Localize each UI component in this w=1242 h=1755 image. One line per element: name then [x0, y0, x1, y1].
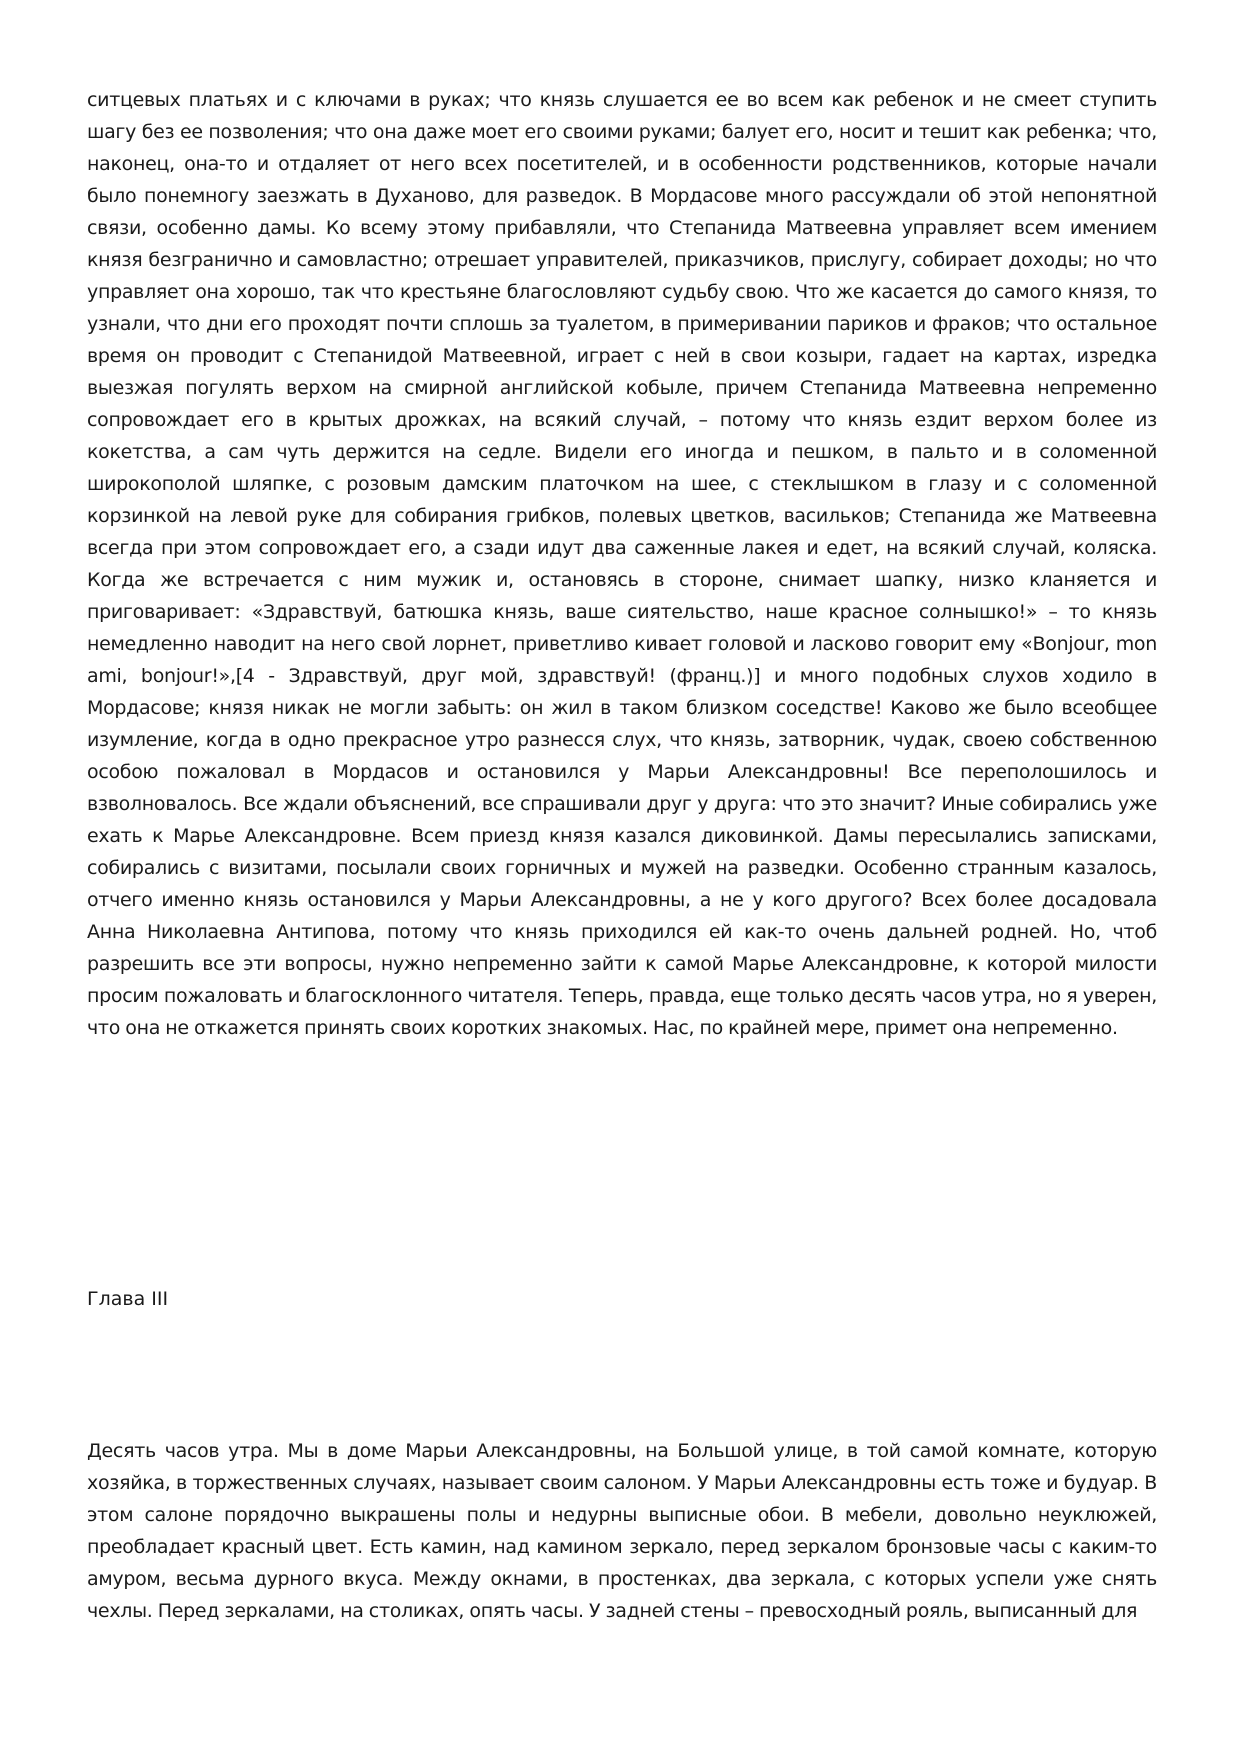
body-paragraph: Десять часов утра. Мы в доме Марьи Александровны, на Большой улице, в той самой комнате, которую хозяйка, в торжественных случаях, называет своим салоном. У Марьи Александровны есть тоже и будуар. В этом салоне порядочно выкрашены полы и недурны выписные обои. В мебели, довольно неуклюжей, преобладает красный цвет. Есть камин, над камином зеркало, перед зеркалом бронзовые часы с каким-то амуром, весьма дурного вкуса. Между окнами, в простенках, два зеркала, с которых успели уже снять чехлы. Перед зеркалами, на столиках, опять часы. У задней стены – превосходный рояль, выписанный для [87, 1440, 1157, 1622]
chapter-heading: Глава III [87, 1288, 169, 1310]
body-paragraph: ситцевых платьях и с ключами в руках; что князь слушается ее во всем как ребенок и не смеет ступить шагу без ее позволения; что она даже моет его своими руками; балует его, носит и тешит как ребенка; что, наконец, она-то и отдаляет от него всех посетителей, и в особенности родственников, которые начали было понемногу заезжать в Духаново, для разведок. В Мордасове много рассуждали об этой непонятной связи, особенно дамы. Ко всему этому прибавляли, что Степанида Матвеевна управляет всем имением князя безгранично и самовластно; отрешает управителей, приказчиков, прислугу, собирает доходы; но что управляет она хорошо, так что крестьяне благословляют судьбу свою. Что же касается до самого князя, то узнали, что дни его проходят почти сплошь за туалетом, в примеривании париков и фраков; что остальное время он проводит с Степанидой Матвеевной, играет с ней в свои козыри, гадает на картах, изредка выезжая погулять верхом на смирной английской кобыле, причем Степанида Матвеевна непременно сопровождает его в крытых дрожках, на всякий случай, – потому что князь ездит верхом более из кокетства, а сам чуть держится на седле. Видели его иногда и пешком, в пальто и в соломенной широкополой шляпке, с розовым дамским платочком на шее, с стеклышком в глазу и с соломенной корзинкой на левой руке для собирания грибков, полевых цветков, васильков; Степанида же Матвеевна всегда при этом сопровождает его, а сзади идут два саженные лакея и едет, на всякий случай, коляска. Когда же встречается с ним мужик и, остановясь в стороне, снимает шапку, низко кланяется и приговаривает: «Здравствуй, батюшка князь, ваше сиятельство, наше красное солнышко!» – то князь немедленно наводит на него свой лорнет, приветливо кивает головой и ласково говорит ему «Bonjour, mon ami, bonjour!»,[4 - Здравствуй, друг мой, здравствуй! (франц.)] и много подобных слухов ходило в Мордасове; князя никак не могли забыть: он жил в таком близком соседстве! Каково же было всеобщее изумление, когда в одно прекрасное утро разнесся слух, что князь, затворник, чудак, своею собственною особою пожаловал в Мордасов и остановился у Марьи Александровны! Все переполошилось и взволновалось. Все ждали объяснений, все спрашивали друг у друга: что это значит? Иные собирались уже ехать к Марье Александровне. Всем приезд князя казался диковинкой. Дамы пересылались записками, собирались с визитами, посылали своих горничных и мужей на разведки. Особенно странным казалось, отчего именно князь остановился у Марьи Александровны, а не у кого другого? Всех более досадовала Анна Николаевна Антипова, потому что князь приходился ей как-то очень дальней родней. Но, чтоб разрешить все эти вопросы, нужно непременно зайти к самой Марье Александровне, к которой милости просим пожаловать и благосклонного читателя. Теперь, правда, еще только десять часов утра, но я уверен, что она не откажется принять своих коротких знакомых. Нас, по крайней мере, примет она непременно. [87, 89, 1157, 1039]
